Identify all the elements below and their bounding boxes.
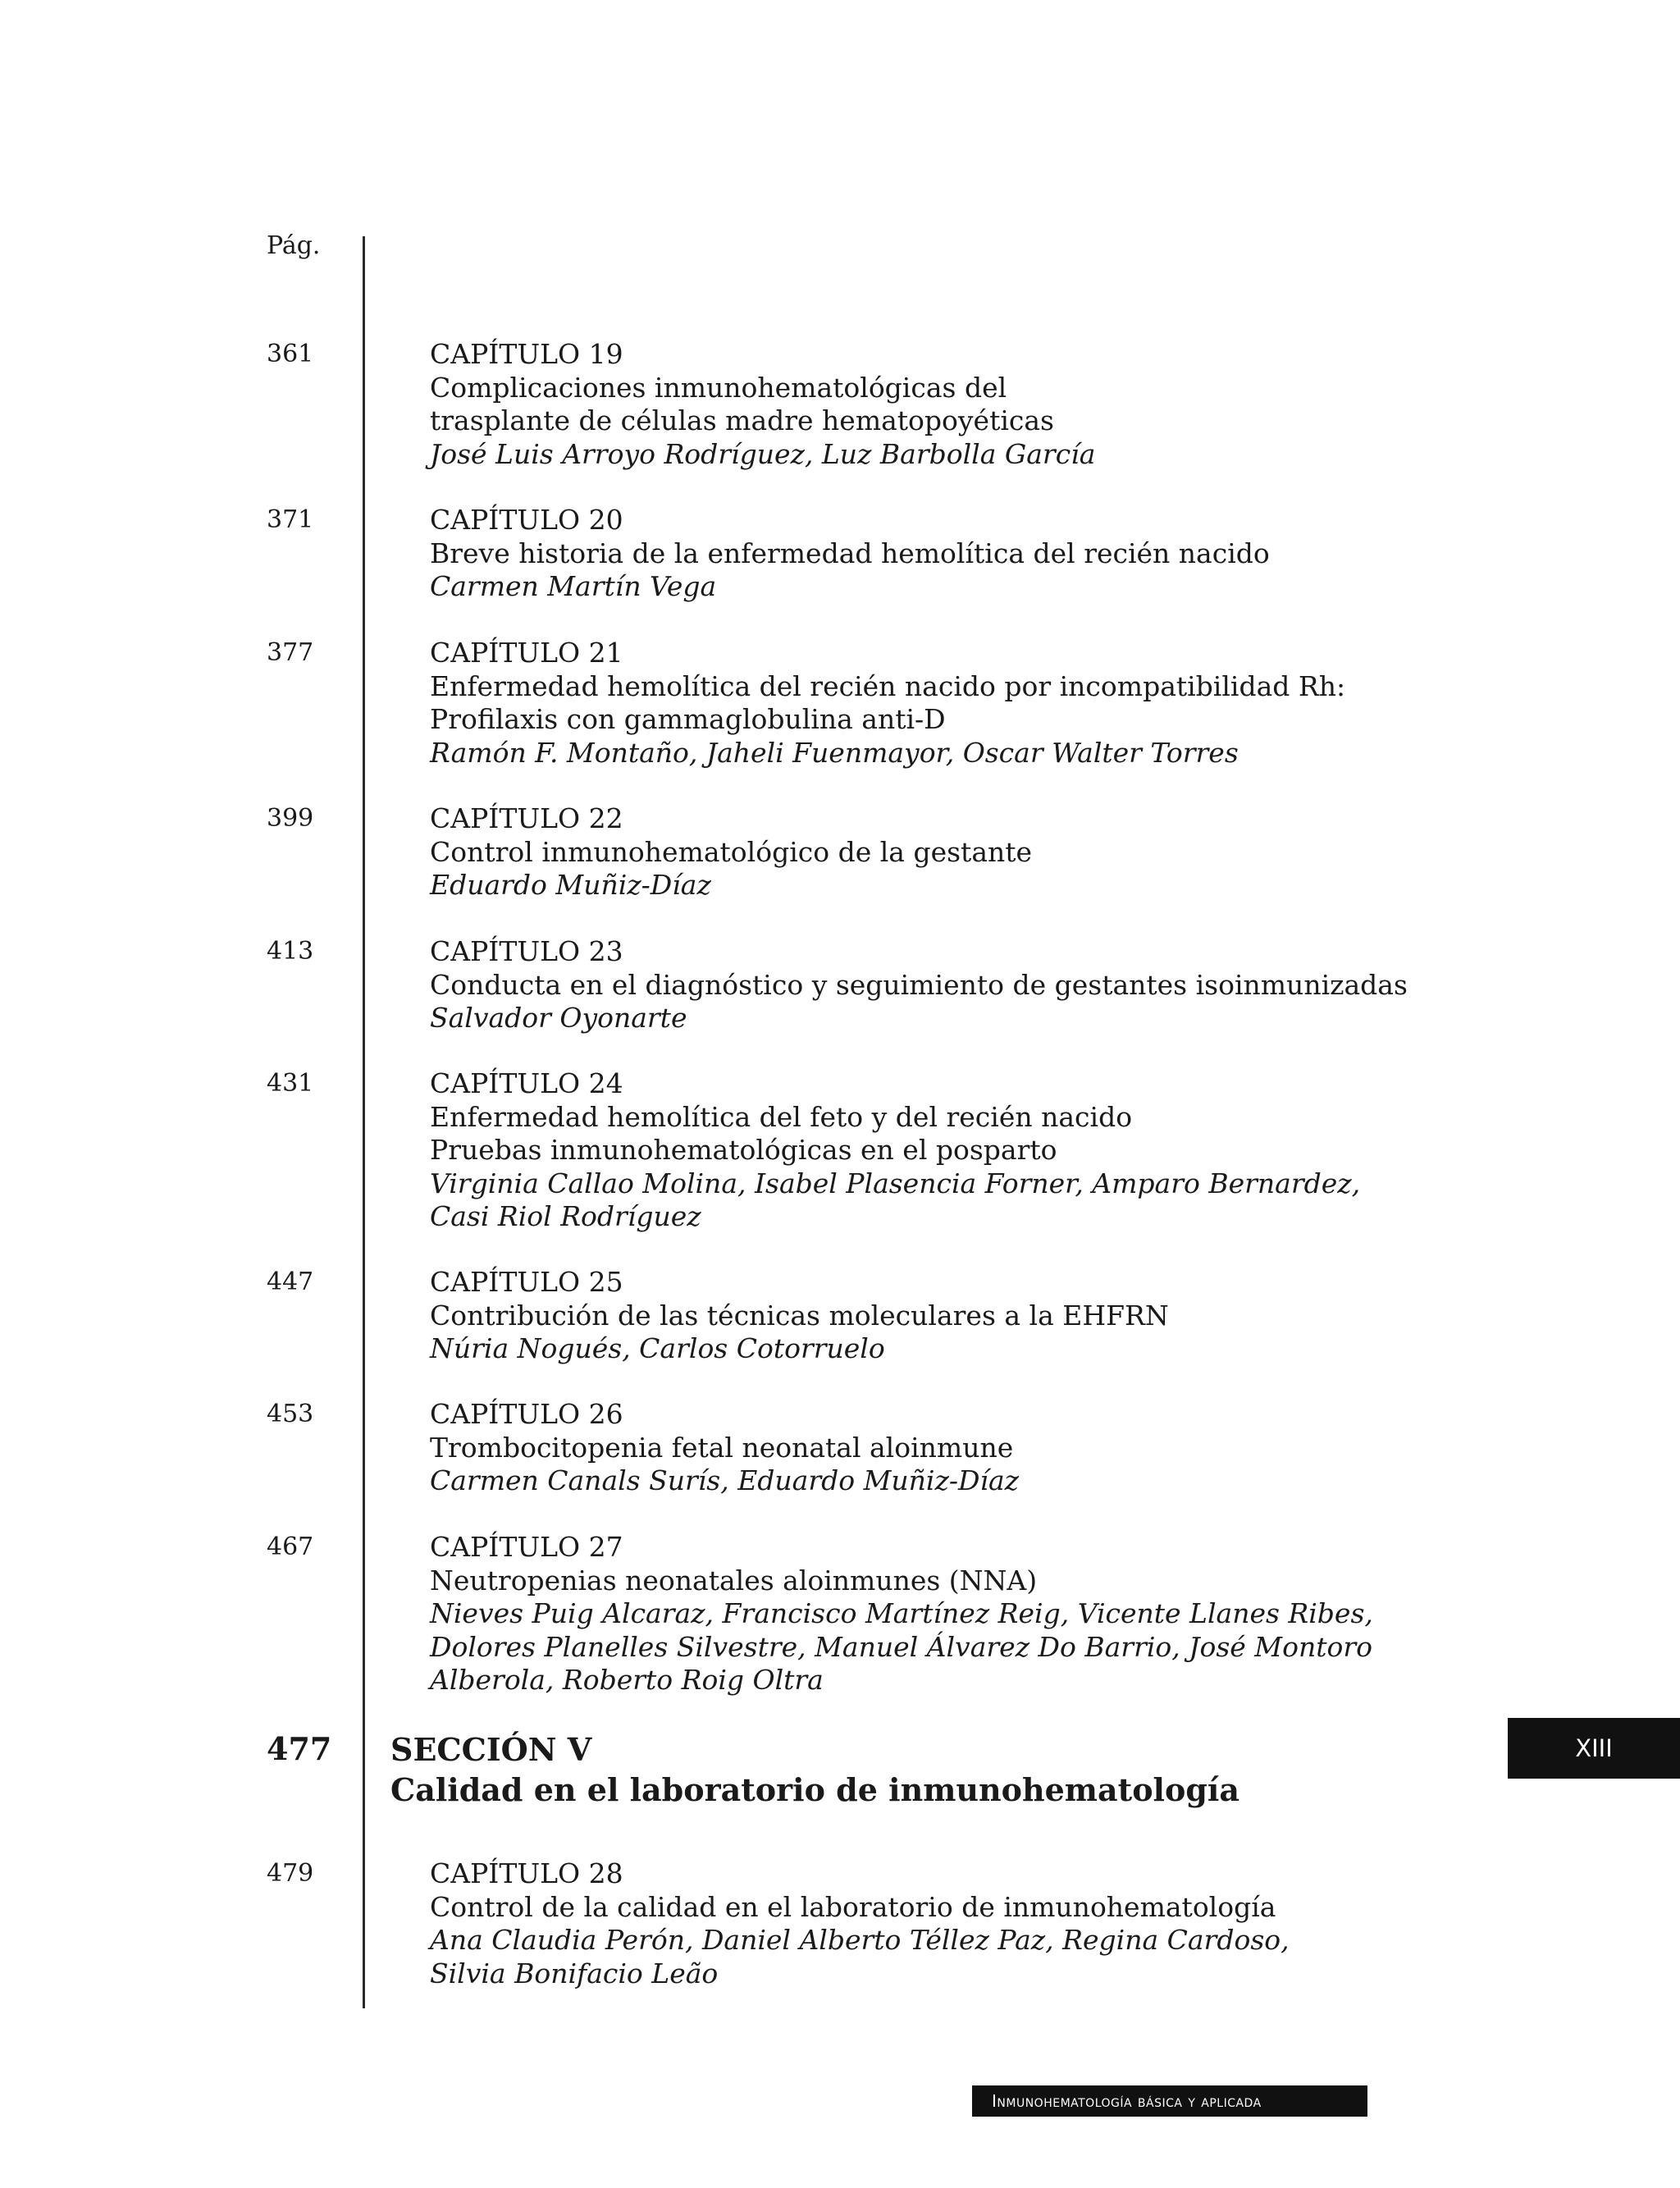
chapter-title: Enfermedad hemolítica del feto y del recién nacido (430, 1100, 1133, 1133)
chapter-authors: José Luis Arroyo Rodríguez, Luz Barbolla García (430, 437, 1096, 470)
chapter-label: CAPÍTULO 22 (430, 802, 623, 834)
chapter-label: CAPÍTULO 24 (430, 1067, 623, 1099)
chapter-title: Conducta en el diagnóstico y seguimiento de gestantes isoinmunizadas (430, 968, 1408, 1001)
chapter-title: Trombocitopenia fetal neonatal aloinmune (430, 1431, 1014, 1464)
chapter-title: Neutropenias neonatales aloinmunes (NNA) (430, 1564, 1038, 1596)
chapter-authors: Virginia Callao Molina, Isabel Plasencia Forner, Amparo Bernardez, (430, 1167, 1361, 1199)
chapter-authors: Eduardo Muñiz-Díaz (430, 869, 711, 901)
section-label: SECCIÓN V (390, 1731, 592, 1768)
section-title: Calidad en el laboratorio de inmunohematología (390, 1771, 1239, 1808)
page-number: 447 (267, 1268, 314, 1296)
page-tab-roman-numeral: XIII (1508, 1718, 1680, 1779)
page-number: 431 (267, 1069, 314, 1098)
page-number: 413 (267, 937, 314, 966)
chapter-label: CAPÍTULO 27 (430, 1531, 623, 1563)
chapter-title: Pruebas inmunohematológicas en el posparto (430, 1134, 1057, 1166)
chapter-title: trasplante de células madre hematopoyéticas (430, 404, 1054, 436)
chapter-title: Control inmunohematológico de la gestante (430, 835, 1033, 868)
page-number: 479 (267, 1859, 314, 1888)
chapter-title: Contribución de las técnicas moleculares a la EHFRN (430, 1299, 1169, 1332)
vertical-divider (363, 236, 365, 2008)
chapter-title: Profilaxis con gammaglobulina anti-D (430, 703, 946, 735)
chapter-title: Control de la calidad en el laboratorio de inmunohematología (430, 1890, 1276, 1923)
chapter-authors: Dolores Planelles Silvestre, Manuel Álvarez Do Barrio, José Montoro (430, 1630, 1372, 1663)
chapter-label: CAPÍTULO 26 (430, 1398, 623, 1430)
chapter-label: CAPÍTULO 23 (430, 935, 623, 967)
chapter-title: Enfermedad hemolítica del recién nacido por incompatibilidad Rh: (430, 669, 1346, 702)
page-number: 361 (267, 340, 314, 368)
chapter-authors: Nieves Puig Alcaraz, Francisco Martínez Reig, Vicente Llanes Ribes, (430, 1597, 1373, 1629)
chapter-authors: Casi Riol Rodríguez (430, 1200, 701, 1232)
page-number: 377 (267, 638, 314, 667)
chapter-label: CAPÍTULO 20 (430, 504, 623, 536)
footer-book-title: Inmunohematología básica y aplicada (972, 2085, 1367, 2117)
chapter-authors: Carmen Martín Vega (430, 570, 717, 602)
page-number: 371 (267, 505, 314, 534)
page-number: 399 (267, 804, 314, 833)
section-page-number: 477 (267, 1730, 332, 1767)
chapter-authors: Alberola, Roberto Roig Oltra (430, 1664, 824, 1696)
chapter-label: CAPÍTULO 28 (430, 1857, 623, 1889)
chapter-authors: Salvador Oyonarte (430, 1002, 687, 1034)
chapter-authors: Carmen Canals Surís, Eduardo Muñiz-Díaz (430, 1464, 1020, 1496)
chapter-authors: Núria Nogués, Carlos Cotorruelo (430, 1332, 885, 1364)
chapter-authors: Silvia Bonifacio Leão (430, 1957, 719, 1989)
chapter-label: CAPÍTULO 21 (430, 637, 623, 669)
page-number: 453 (267, 1400, 314, 1428)
chapter-label: CAPÍTULO 25 (430, 1266, 623, 1298)
page-number: 467 (267, 1533, 314, 1561)
page-column-label: Pág. (267, 231, 321, 260)
chapter-label: CAPÍTULO 19 (430, 338, 623, 370)
chapter-authors: Ramón F. Montaño, Jaheli Fuenmayor, Oscar Walter Torres (430, 736, 1239, 769)
chapter-title: Complicaciones inmunohematológicas del (430, 371, 1007, 404)
chapter-title: Breve historia de la enfermedad hemolítica del recién nacido (430, 537, 1270, 569)
chapter-authors: Ana Claudia Perón, Daniel Alberto Téllez Paz, Regina Cardoso, (430, 1924, 1290, 1956)
